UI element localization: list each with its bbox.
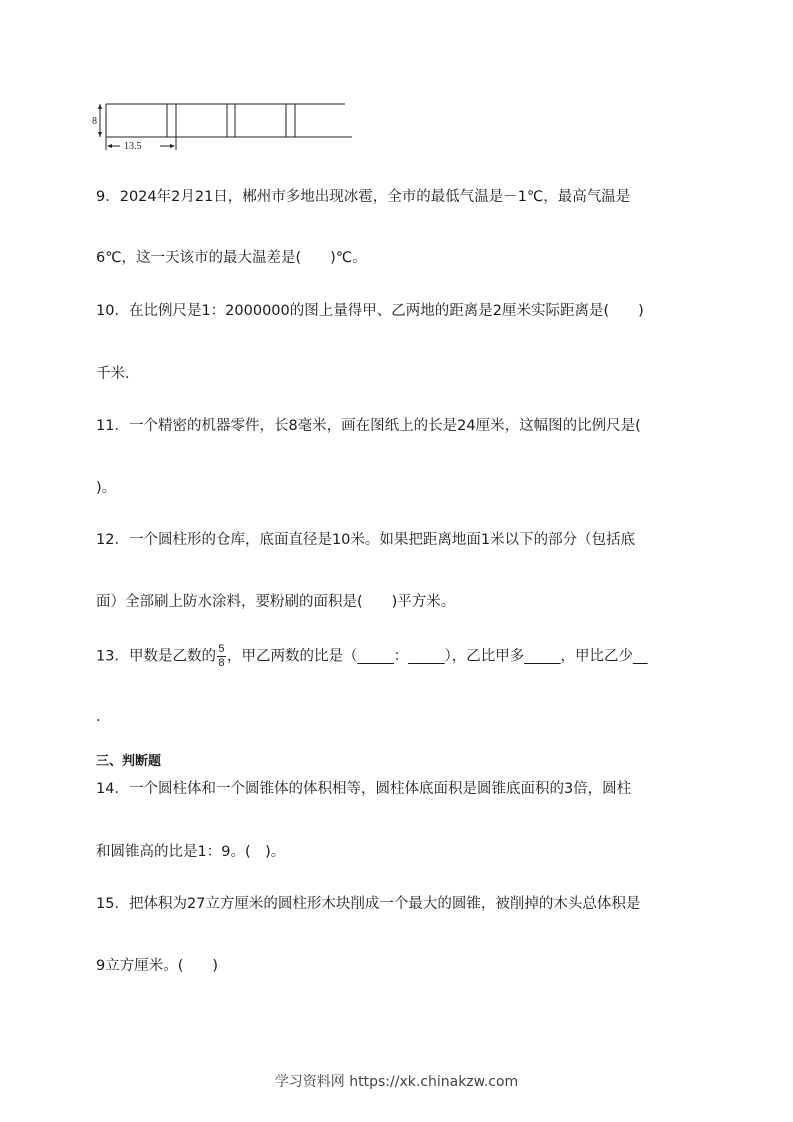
question-14-line-1: 14．一个圆柱体和一个圆锥体的体积相等，圆柱体底面积是圆锥底面积的3倍，圆柱 xyxy=(96,781,632,797)
question-15-line-1: 15．把体积为27立方厘米的圆柱形木块削成一个最大的圆锥，被削掉的木头总体积是 xyxy=(96,896,641,912)
question-13-prefix: 13．甲数是乙数的 xyxy=(96,648,216,665)
footer-watermark-link[interactable]: 学习资料网 https://xk.chinakzw.com xyxy=(274,1074,519,1090)
fraction-numerator: 5 xyxy=(218,643,225,655)
question-9-line-2: 6℃，这一天该市的最大温差是( )℃。 xyxy=(96,250,367,266)
section-title-true-false: 三、判断题 xyxy=(96,754,162,769)
question-13-line-1 xyxy=(96,644,647,669)
fraction-five-eighths xyxy=(217,644,226,669)
rectangle-strip-figure xyxy=(90,98,360,156)
question-13-line-2: ． xyxy=(96,709,111,725)
question-12-line-1: 12．一个圆柱形的仓库，底面直径是10米。如果把距离地面1米以下的部分（包括底 xyxy=(96,532,636,548)
question-11-line-1: 11．一个精密的机器零件，长8毫米，画在图纸上的长是24厘米，这幅图的比例尺是( xyxy=(96,418,641,434)
question-12-line-2: 面）全部刷上防水涂料，要粉刷的面积是( )平方米。 xyxy=(96,594,456,610)
question-15-line-2: 9立方厘米。( ) xyxy=(96,958,219,974)
figure-height-label: 8 xyxy=(92,116,97,127)
question-10-line-1: 10．在比例尺是1：2000000的图上量得甲、乙两地的距离是2厘米实际距离是( ) xyxy=(96,303,644,319)
figure-width-label: 13.5 xyxy=(124,141,142,152)
question-14-line-2: 和圆锥高的比是1：9。( )。 xyxy=(96,844,286,860)
question-13-suffix: ，甲乙两数的比是（_____：_____），乙比甲多_____，甲比乙少__ xyxy=(226,648,648,665)
fraction-denominator: 8 xyxy=(218,657,225,669)
question-11-line-2: )。 xyxy=(96,480,117,496)
question-9-line-1: 9．2024年2月21日，郴州市多地出现冰雹，全市的最低气温是－1℃，最高气温是 xyxy=(96,189,631,205)
question-10-line-2: 千米． xyxy=(96,366,140,382)
